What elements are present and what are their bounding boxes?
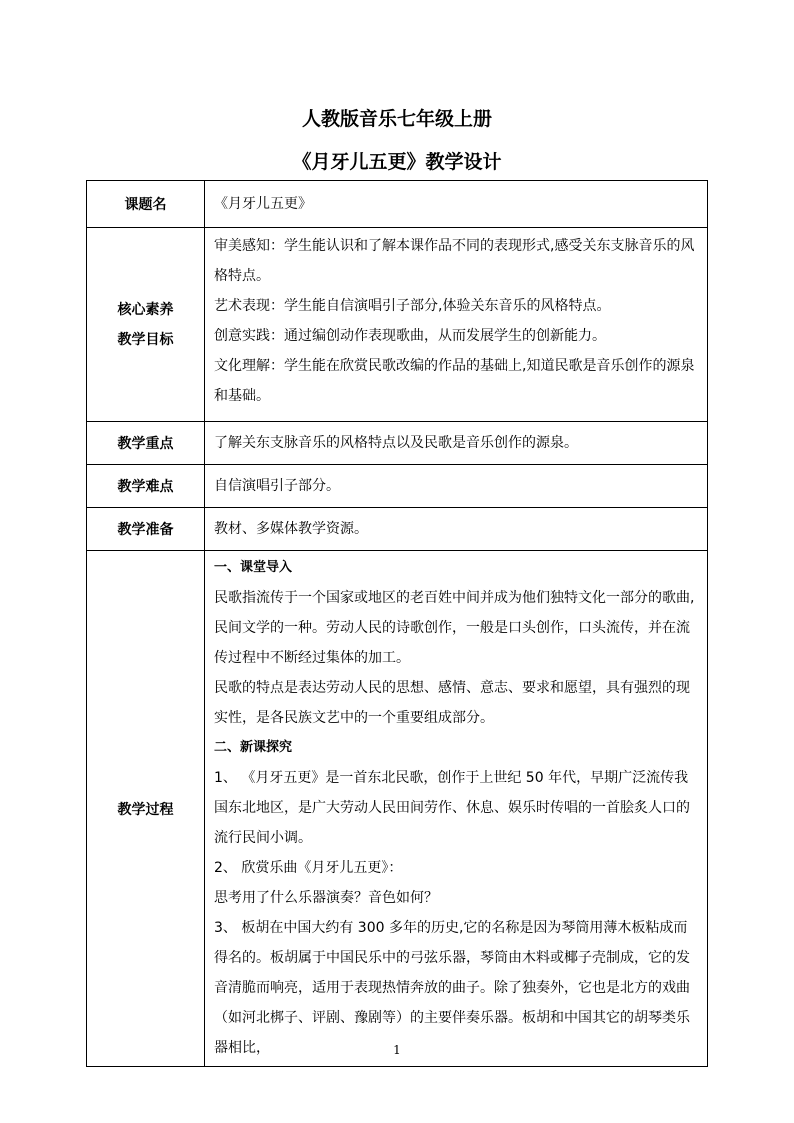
document-subtitle: 《月牙儿五更》教学设计: [292, 151, 502, 173]
difficulties-label: 教学难点: [87, 465, 205, 508]
table-row: [87, 508, 708, 551]
lesson-plan-table: [86, 180, 708, 1067]
paragraph: 民歌的特点是表达劳动人民的思想、感情、意志、要求和愿望，具有强烈的现实性，是各民族文艺中的一个重要组成部分。: [214, 680, 690, 726]
key-points-value: 了解关东支脉音乐的风格特点以及民歌是音乐创作的源泉。: [205, 422, 708, 465]
document-title: 人教版音乐七年级上册: [301, 108, 492, 130]
key-points-label: 教学重点: [87, 422, 205, 465]
preparation-label: 教学准备: [87, 508, 205, 551]
goal-item: 审美感知：学生能认识和了解本课作品不同的表现形式,感受关东支脉音乐的风格特点。: [214, 238, 695, 284]
table-row: [87, 228, 708, 422]
goal-item: 创意实践：通过编创动作表现歌曲，从而发展学生的创新能力。: [214, 328, 606, 344]
paragraph: 民歌指流传于一个国家或地区的老百姓中间并成为他们独特文化一部分的歌曲,民间文学的一种。劳动人民的诗歌创作，一般是口头创作，口头流传，并在流传过程中不断经过集体的加工。: [214, 590, 695, 666]
table-row: [87, 181, 708, 228]
process-value: [205, 551, 708, 1067]
paragraph: 3、 板胡在中国大约有 300 多年的历史,它的名称是因为琴筒用薄木板粘成而得名的。板胡属于中国民乐中的弓弦乐器，琴筒由木料或椰子壳制成，它的发音清脆而响亮，适用于表现热情奔放的曲子。除了独奏外，它也是北方的戏曲（如河北梆子、评剧、豫剧等）的主要伴奏乐器。板胡和中国其它的胡琴类乐器相比，: [214, 920, 690, 1056]
paragraph: 1、 《月牙五更》是一首东北民歌，创作于上世纪 50 年代，早期广泛流传我国东北地区，是广大劳动人民田间劳作、休息、娱乐时传唱的一首脍炙人口的流行民间小调。: [214, 770, 690, 846]
paragraph: 2、 欣赏乐曲《月牙儿五更》：: [214, 860, 403, 876]
table-row: [87, 422, 708, 465]
goals-value: [205, 228, 708, 422]
preparation-value: 教材、多媒体教学资源。: [205, 508, 708, 551]
table-row: [87, 465, 708, 508]
goals-label-line2: 教学目标: [117, 331, 174, 348]
goal-item: 艺术表现：学生能自信演唱引子部分,体验关东音乐的风格特点。: [214, 298, 611, 314]
table-row: [87, 551, 708, 1067]
topic-label: 课题名: [87, 181, 205, 228]
goal-item: 文化理解：学生能在欣赏民歌改编的作品的基础上,知道民歌是音乐创作的源泉和基础。: [214, 358, 695, 404]
difficulties-value: 自信演唱引子部分。: [205, 465, 708, 508]
paragraph: 思考用了什么乐器演奏？音色如何？: [214, 890, 438, 906]
goals-label-line1: 核心素养: [117, 301, 174, 318]
process-label: 教学过程: [87, 551, 205, 1067]
section-heading: 二、新课探究: [214, 740, 293, 755]
section-heading: 一、课堂导入: [214, 560, 293, 575]
goals-label: [87, 228, 205, 422]
page-number: 1: [393, 1043, 401, 1057]
topic-value: 《月牙儿五更》: [205, 181, 708, 228]
